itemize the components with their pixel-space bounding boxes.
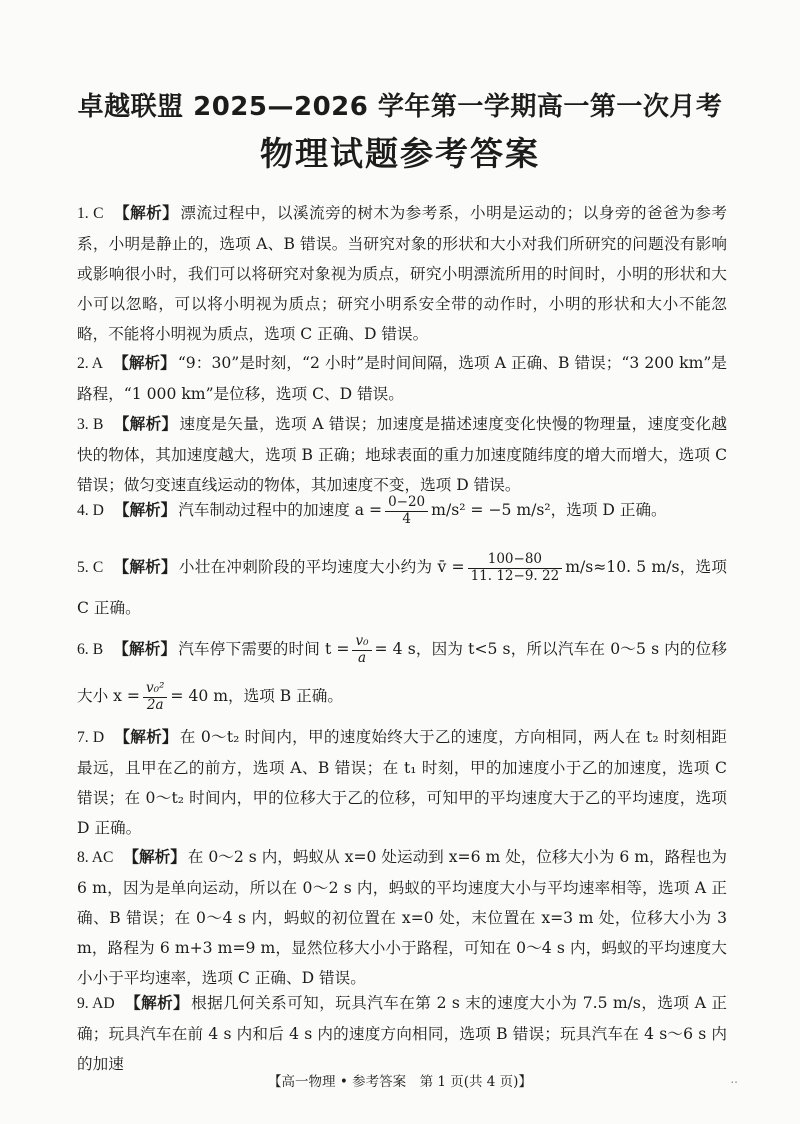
answer-number: 3. B: [77, 416, 104, 433]
answer-number: 1. C: [77, 205, 104, 222]
answer-text-post: m/s² = −5 m/s²，选项 D 正确。: [431, 501, 667, 520]
answer-text: 漂流过程中，以溪流旁的树木为参考系，小明是运动的；以身旁的爸爸为参考系，小明是静止的，选项 A、B 错误。当研究对象的形状和大小对我们所研究的问题没有影响或影响很小时，我们可以将研究对象视为质点，研究小明漂流所用的时间时，小明的形状和大小可以忽略，可以将小明视为质点；研究小明系安全带的动作时，小明的形状和大小不能忽略，不能将小明视为质点，选项 C 正确、D 错误。: [77, 204, 727, 343]
page-footer: 【高一物理 • 参考答案 第 1 页(共 4 页)】: [268, 1074, 532, 1090]
fraction: [143, 681, 167, 713]
fraction-denominator: a: [357, 649, 367, 666]
fraction-denominator: 4: [402, 510, 411, 527]
answer-text-post: m/s≈10. 5 m/s，选项 C 正确。: [77, 558, 727, 617]
answer-item-9: [77, 988, 727, 1079]
answer-key-title: 物理试题参考答案: [260, 134, 540, 173]
answer-number: 2. A: [77, 355, 104, 372]
fraction-numerator: v₀²: [143, 681, 167, 698]
answer-text-pre: 汽车停下需要的时间 t =: [178, 640, 350, 658]
analysis-tag: 【解析】: [114, 728, 178, 746]
fraction: [468, 552, 563, 584]
corner-mark: ..: [730, 1072, 738, 1086]
answer-number: 6. B: [77, 641, 104, 658]
answer-text-post: = 40 m，选项 B 正确。: [170, 687, 343, 705]
fraction-denominator: 11. 12−9. 22: [470, 567, 560, 584]
answer-number: 9. AD: [77, 995, 115, 1012]
analysis-tag: 【解析】: [113, 354, 176, 372]
analysis-tag: 【解析】: [123, 848, 186, 866]
fraction-numerator: 100−80: [468, 552, 563, 569]
answer-item-7: [77, 722, 727, 843]
answer-text: 速度是矢量，选项 A 错误；加速度是描述速度变化快慢的物理量，速度变化越快的物体，其加速度越大，选项 B 正确；地球表面的重力加速度随纬度的增大而增大，选项 C 错误；做匀变速直线运动的物体，其加速度不变，选项 D 错误。: [77, 415, 727, 494]
answer-text: “9：30”是时刻，“2 小时”是时间间隔，选项 A 正确、B 错误；“3 200 km”是路程，“1 000 km”是位移，选项 C、D 错误。: [77, 354, 727, 403]
analysis-tag: 【解析】: [113, 640, 177, 658]
fraction-denominator: 2a: [146, 696, 164, 713]
answer-text: 在 0～t₂ 时间内，甲的速度始终大于乙的速度，方向相同，两人在 t₂ 时刻相距最远，且甲在乙的前方，选项 A、B 错误；在 t₁ 时刻，甲的加速度小于乙的加速度，选项 C 错误；在 0～t₂ 时间内，甲的位移大于乙的位移，可知甲的平均速度大于乙的平均速度，选项 D 正确。: [77, 728, 727, 837]
analysis-tag: 【解析】: [113, 501, 177, 520]
answer-text-mid: = 4 s，因为 t<5 s，所以汽车在 0～5 s 内的位移大小 x =: [77, 640, 727, 705]
fraction: [352, 634, 371, 666]
answer-item-6: [77, 626, 727, 719]
answer-number: 8. AC: [77, 849, 114, 866]
answer-item-5: [77, 547, 727, 628]
answer-item-1: [77, 198, 727, 349]
fraction-numerator: 0−20: [385, 495, 428, 512]
exam-title: 卓越联盟 2025—2026 学年第一学期高一第一次月考: [77, 92, 723, 122]
analysis-tag: 【解析】: [113, 415, 178, 433]
answer-text: 在 0～2 s 内，蚂蚁从 x=0 处运动到 x=6 m 处，位移大小为 6 m，路程也为 6 m，因为是单向运动，所以在 0～2 s 内，蚂蚁的平均速度大小与平均速率相等，选项 A 正确、B 错误；在 0～4 s 内，蚂蚁的初位置在 x=0 处，末位置在 x=3 m 处，位移大小为 3 m，路程为 6 m+3 m=9 m，显然位移大小小于路程，可知在 0～4 s 内，蚂蚁的平均速度大小小于平均速率，选项 C 正确、D 错误。: [77, 848, 727, 987]
answer-text-pre: 小壮在冲刺阶段的平均速度大小约为 v̄ =: [178, 558, 465, 576]
fraction-numerator: v₀: [352, 634, 371, 651]
analysis-tag: 【解析】: [113, 204, 179, 222]
answer-item-4: [77, 495, 727, 527]
answer-text: 根据几何关系可知，玩具汽车在第 2 s 末的速度大小为 7.5 m/s，选项 A 正确；玩具汽车在前 4 s 内和后 4 s 内的速度方向相同，选项 B 错误；玩具汽车在 4 s～6 s 内的加速: [77, 994, 727, 1073]
answer-number: 4. D: [77, 502, 104, 520]
answer-number: 7. D: [77, 729, 105, 746]
answer-number: 5. C: [77, 559, 104, 576]
analysis-tag: 【解析】: [124, 994, 190, 1012]
analysis-tag: 【解析】: [113, 558, 177, 576]
answer-item-3: [77, 409, 727, 500]
answer-text-pre: 汽车制动过程中的加速度 a =: [178, 501, 383, 520]
answer-item-8: [77, 842, 727, 993]
answer-item-2: [77, 348, 727, 409]
fraction: [385, 495, 428, 527]
